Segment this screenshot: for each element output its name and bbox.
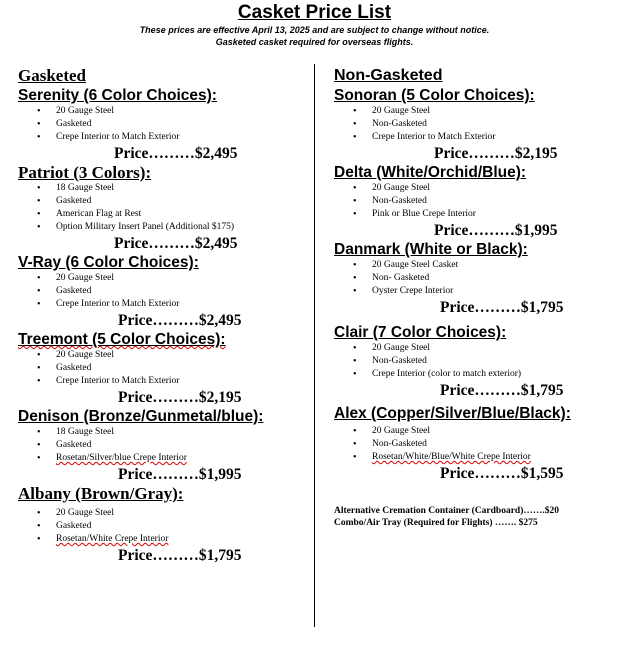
section-title-non-gasketed: Non-Gasketed bbox=[334, 67, 443, 84]
feature-list bbox=[18, 349, 308, 388]
product-clair bbox=[334, 323, 619, 400]
feature-item: • Crepe Interior (color to match exterior) bbox=[372, 368, 619, 381]
column-divider bbox=[314, 64, 315, 627]
feature-item: • 18 Gauge Steel bbox=[56, 426, 308, 439]
extras-list bbox=[334, 505, 619, 529]
product-treemont bbox=[18, 330, 308, 407]
product-name bbox=[18, 330, 308, 349]
feature-item: • Pink or Blue Crepe Interior bbox=[372, 208, 619, 221]
feature-item bbox=[56, 533, 308, 546]
feature-text: Rosetan/Silver/blue Crepe Interior bbox=[56, 453, 187, 463]
document-header bbox=[0, 2, 629, 48]
product-denison bbox=[18, 407, 308, 484]
product-price: Price………$2,195 bbox=[434, 145, 558, 162]
product-alex bbox=[334, 404, 619, 483]
feature-item: • Gasketed bbox=[56, 285, 308, 298]
product-price: Price………$2,495 bbox=[114, 235, 238, 252]
feature-list bbox=[334, 105, 619, 144]
feature-item: • 20 Gauge Steel bbox=[372, 182, 619, 195]
feature-item: • Non- Gasketed bbox=[372, 272, 619, 285]
product-name: Denison (Bronze/Gunmetal/blue): bbox=[18, 408, 264, 425]
feature-item: • Crepe Interior to Match Exterior bbox=[56, 375, 308, 388]
product-name: Albany (Brown/Gray): bbox=[18, 484, 184, 503]
feature-item: • Non-Gasketed bbox=[372, 118, 619, 131]
feature-list bbox=[334, 342, 619, 381]
feature-item: • 18 Gauge Steel bbox=[56, 182, 308, 195]
non-gasketed-column bbox=[334, 66, 619, 529]
feature-item: • Gasketed bbox=[56, 118, 308, 131]
feature-item: • Crepe Interior to Match Exterior bbox=[372, 131, 619, 144]
product-price: Price………$1,795 bbox=[118, 547, 242, 564]
feature-list bbox=[334, 182, 619, 221]
product-name: Delta (White/Orchid/Blue): bbox=[334, 164, 527, 181]
feature-item: • 20 Gauge Steel bbox=[372, 105, 619, 118]
feature-item: • Option Military Insert Panel (Additional $175) bbox=[56, 221, 308, 234]
feature-list bbox=[18, 426, 308, 465]
product-price: Price………$2,195 bbox=[118, 389, 242, 406]
feature-item: • Crepe Interior to Match Exterior bbox=[56, 131, 308, 144]
product-v-ray bbox=[18, 253, 308, 330]
feature-item: • Oyster Crepe Interior bbox=[372, 285, 619, 298]
feature-item bbox=[372, 451, 619, 464]
section-title-gasketed: Gasketed bbox=[18, 66, 86, 85]
product-patriot bbox=[18, 163, 308, 253]
feature-item: • 20 Gauge Steel bbox=[372, 342, 619, 355]
product-delta bbox=[334, 163, 619, 240]
feature-list bbox=[334, 259, 619, 298]
feature-item: • Gasketed bbox=[56, 362, 308, 375]
product-name: Danmark (White or Black): bbox=[334, 241, 528, 258]
feature-item: • 20 Gauge Steel Casket bbox=[372, 259, 619, 272]
product-price: Price………$1,795 bbox=[440, 299, 564, 316]
feature-text: Rosetan/White Crepe Interior bbox=[56, 534, 169, 544]
feature-item: • American Flag at Rest bbox=[56, 208, 308, 221]
product-name: Serenity (6 Color Choices): bbox=[18, 87, 217, 104]
product-name: Sonoran (5 Color Choices): bbox=[334, 87, 535, 104]
product-albany bbox=[18, 484, 308, 565]
feature-item bbox=[56, 452, 308, 465]
product-sonoran bbox=[334, 86, 619, 163]
feature-item: • 20 Gauge Steel bbox=[56, 272, 308, 285]
feature-list bbox=[18, 105, 308, 144]
product-price: Price………$1,595 bbox=[440, 465, 564, 482]
extra-item-air-tray: Combo/Air Tray (Required for Flights) ……. $275 bbox=[334, 518, 538, 528]
effective-date-note: These prices are effective April 13, 2025 and are subject to change without notice. bbox=[139, 25, 490, 35]
feature-item: • Non-Gasketed bbox=[372, 355, 619, 368]
feature-list bbox=[334, 425, 619, 464]
product-serenity bbox=[18, 86, 308, 163]
feature-item: • Crepe Interior to Match Exterior bbox=[56, 298, 308, 311]
product-name: Alex (Copper/Silver/Blue/Black): bbox=[334, 405, 571, 422]
product-price: Price………$1,995 bbox=[434, 222, 558, 239]
feature-item: • Gasketed bbox=[56, 195, 308, 208]
feature-list bbox=[18, 182, 308, 234]
product-price: Price………$2,495 bbox=[114, 145, 238, 162]
product-name: Clair (7 Color Choices): bbox=[334, 324, 507, 341]
product-name-text: Treemont (5 Color Choices): bbox=[18, 331, 226, 348]
document-title: Casket Price List bbox=[237, 2, 392, 23]
product-danmark bbox=[334, 240, 619, 317]
product-price: Price………$1,795 bbox=[440, 382, 564, 399]
product-name: V-Ray (6 Color Choices): bbox=[18, 254, 199, 271]
product-name: Patriot (3 Colors): bbox=[18, 163, 152, 182]
feature-item: • Non-Gasketed bbox=[372, 438, 619, 451]
feature-text: Rosetan/White/Blue/White Crepe Interior bbox=[372, 452, 531, 462]
gasketed-column bbox=[18, 66, 308, 565]
feature-item: • 20 Gauge Steel bbox=[56, 105, 308, 118]
feature-item: • Gasketed bbox=[56, 439, 308, 452]
feature-item: • Gasketed bbox=[56, 520, 308, 533]
overseas-note: Gasketed casket required for overseas flights. bbox=[215, 37, 414, 47]
feature-list bbox=[18, 507, 308, 546]
feature-item: • Non-Gasketed bbox=[372, 195, 619, 208]
feature-item: • 20 Gauge Steel bbox=[372, 425, 619, 438]
extra-item-cremation-container: Alternative Cremation Container (Cardboard)…….$20 bbox=[334, 506, 559, 516]
feature-list bbox=[18, 272, 308, 311]
feature-item: • 20 Gauge Steel bbox=[56, 349, 308, 362]
feature-item: • 20 Gauge Steel bbox=[56, 507, 308, 520]
product-price: Price………$1,995 bbox=[118, 466, 242, 483]
product-price: Price………$2,495 bbox=[118, 312, 242, 329]
